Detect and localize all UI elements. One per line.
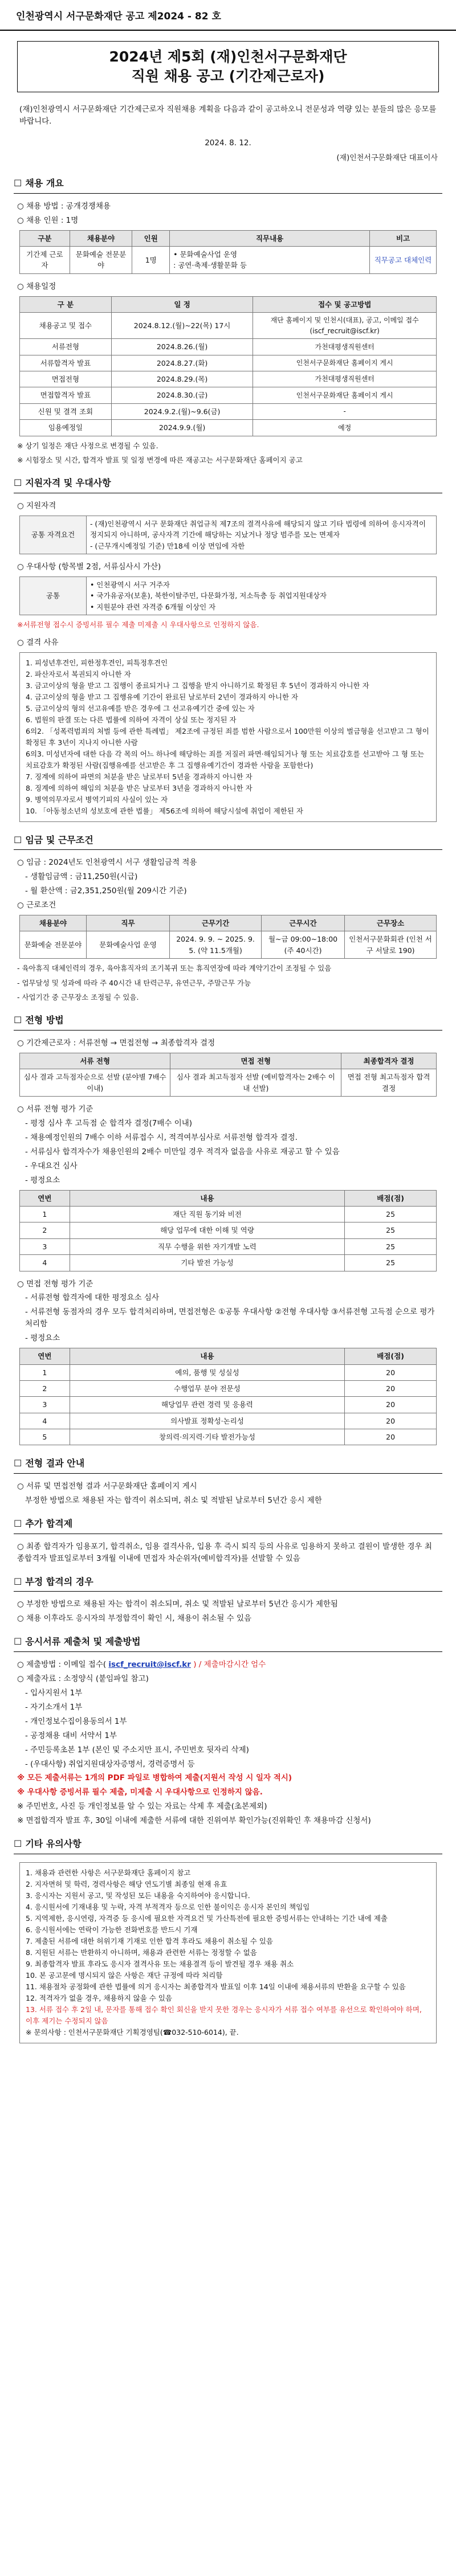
- criteria-line: - 채용예정인원의 7배수 이하 서류접수 시, 적격여부심사로 서류전형 합격자 결정.: [25, 1132, 298, 1142]
- table-row: [20, 1207, 437, 1222]
- criteria-line: - 우대요건 심사: [25, 1161, 78, 1171]
- disqualification-subtitle: ○ 결격 사유: [17, 637, 59, 647]
- table-cell: 수행업무 분야 전문성: [70, 1380, 344, 1396]
- criteria-line: - 서류심사 합격자수가 채용인원의 2배수 미만일 경우 적격자 없음을 사유로 재공고 할 수 있음: [25, 1147, 340, 1156]
- table-cell: 예정: [253, 420, 437, 436]
- disqualification-item: 5. 금고이상의 형의 선고유예를 받은 경우에 그 선고유예기간 중에 있는 자: [26, 704, 255, 713]
- notice-title-line1: 2024년 제5회 (재)인천서구문화재단: [109, 48, 347, 66]
- notice-date: 2024. 8. 12.: [205, 138, 251, 148]
- section-title: 응시서류 제출처 및 제출방법: [25, 1636, 141, 1647]
- table-row: [20, 1397, 437, 1413]
- submission-line: - 개인정보수집이용동의서 1부: [25, 1716, 127, 1726]
- conditions-note: - 업무달성 및 성과에 따라 주 40시간 내 탄력근무, 유연근무, 주말근무 가능: [17, 978, 251, 987]
- table-cell: 4: [20, 1255, 70, 1271]
- section-selection: [14, 1013, 442, 1028]
- table-cell: 면접합격자 발표: [20, 387, 112, 403]
- table-cell: 20: [345, 1364, 437, 1380]
- section-wages: [14, 833, 442, 848]
- table-cell: 신원 및 결격 조회: [20, 403, 112, 419]
- eligibility-label: 공통 자격요건: [20, 516, 87, 554]
- schedule-table: [19, 296, 437, 436]
- table-cell: 면접 전형 최고득점자 합격 결정: [341, 1069, 437, 1097]
- col-header: 인원: [132, 230, 170, 246]
- table-row: [20, 931, 437, 959]
- preference-label: 공통: [20, 577, 87, 615]
- table-row: [20, 1069, 437, 1097]
- recruit-method: ○ 채용 방법 : 공개경쟁채용: [17, 201, 111, 211]
- note-item: 5. 지역제한, 응시연령, 자격증 등 응시에 필요한 자격요건 및 가산특전에 필요한 증빙서류는 안내하는 기간 내에 제출: [26, 1913, 388, 1923]
- col-header: 직무내용: [170, 230, 370, 246]
- checkbox-icon: ☐: [14, 1636, 22, 1647]
- disqualification-item: 7. 징계에 의하여 파면의 처분을 받은 날로부터 5년을 경과하지 아니한 자: [26, 772, 253, 781]
- table-cell: 2024.9.9.(월): [111, 420, 253, 436]
- col-header: 배점(점): [345, 1190, 437, 1206]
- table-cell: 직무공고 대체인력: [370, 247, 437, 274]
- col-header: 연번: [20, 1348, 70, 1364]
- schedule-title: ○ 채용일정: [17, 281, 56, 291]
- submission-method: [14, 1658, 442, 1672]
- table-cell: 문화예술 전문분야: [20, 931, 87, 959]
- table-row: [20, 1413, 437, 1429]
- submission-note: ※ 면접합격자 발표 후, 30일 이내에 제출한 서류에 대한 진위여부 확인가능(진위확인 후 채용마감 신청서): [17, 1816, 371, 1826]
- table-cell: 3: [20, 1238, 70, 1254]
- table-row: [20, 420, 437, 436]
- submission-note: ※ 주민번호, 사진 등 개인정보를 알 수 있는 자료는 삭제 후 제출(초본제외): [17, 1802, 267, 1812]
- other-notes-box: [19, 1862, 437, 2043]
- intro-text: (재)인천광역시 서구문화재단 기간제근로자 직원채용 계획을 다음과 같이 공고하오니 전문성과 역량 있는 분들의 많은 응모를 바랍니다.: [19, 104, 437, 126]
- checkbox-icon: ☐: [14, 1838, 22, 1850]
- table-cell: 서류전형: [20, 339, 112, 355]
- conditions-table: [19, 915, 437, 959]
- checkbox-icon: ☐: [14, 477, 22, 489]
- table-cell: 20: [345, 1413, 437, 1429]
- table-cell: 해당업무 관련 경력 및 응용력: [70, 1397, 344, 1413]
- disqualification-item: 9. 병역의무자로서 병역기피의 사실이 있는 자: [26, 795, 168, 804]
- eligibility-item: - (근무개시예정일 기준) 만18세 이상 면임에 자한: [89, 541, 245, 550]
- table-cell: 20: [345, 1397, 437, 1413]
- section-results: [14, 1457, 442, 1471]
- submission-warning: ※ 우대사항 증빙서류 필수 제출, 미제출 시 우대사항으로 인정하지 않음.: [17, 1788, 263, 1797]
- disqualification-item: 2. 파산자로서 복권되지 아니한 자: [26, 669, 131, 678]
- conditions-note: - 육아휴직 대체인력의 경우, 육아휴직자의 조기복귀 또는 휴직연장에 따라 계약기간이 조정될 수 있음: [17, 964, 332, 973]
- submission-line: - 자기소개서 1부: [25, 1702, 83, 1712]
- col-header: 면접 전형: [170, 1053, 341, 1069]
- interview-criteria-title: ○ 면접 전형 평가 기준: [17, 1279, 93, 1289]
- table-row: [20, 313, 437, 339]
- col-header: 채용분야: [20, 915, 87, 931]
- preference-item: • 국가유공자(보훈), 북한이탈주민, 다문화가정, 저소득층 등 취업지원대상자: [89, 591, 327, 600]
- table-cell: 2024.8.27.(화): [111, 355, 253, 371]
- section-divider: [14, 1591, 442, 1592]
- table-cell: 25: [345, 1222, 437, 1238]
- wage-line: ○ 임금 : 2024년도 인천광역시 서구 생활임금적 적용: [17, 858, 197, 868]
- note-item: 2. 지자면허 및 학력, 경력사항은 해당 연도기별 최종일 현재 유효: [26, 1879, 227, 1888]
- note-item: 7. 제출된 서류에 대한 허위기재 기재로 인한 합격 후라도 채용이 취소될 수 있음: [26, 1936, 273, 1945]
- eligibility-content: [86, 516, 436, 554]
- disqualification-box: [19, 652, 437, 822]
- table-cell: 해당 업무에 대한 이해 및 역량: [70, 1222, 344, 1238]
- preference-item: • 인천광역시 서구 거주자: [89, 580, 170, 590]
- table-row: [20, 355, 437, 371]
- col-header: 배점(점): [345, 1348, 437, 1364]
- additional-pass-line: ○ 최종 합격자가 임용포기, 합격취소, 임용 결격사유, 입용 후 즉시 퇴직 등의 사유로 임용하지 못하고 결원이 발생한 경우 최종합격자 발표일로부터 3개월 이내에 면접자 차순위자(예비합격자)를 선발할 수 있음: [17, 1541, 432, 1563]
- notice-number-header: 인천광역시 서구문화재단 공고 제2024 - 82 호: [0, 5, 456, 31]
- col-header: 최종합격자 결정: [341, 1053, 437, 1069]
- section-title: 전형 방법: [25, 1015, 64, 1026]
- criteria-line: - 평정 심사 후 고득점 순 합격자 결정(7배수 이내): [25, 1119, 193, 1128]
- section-title: 부정 합격의 경우: [25, 1576, 93, 1587]
- interview-score-table: [19, 1348, 437, 1445]
- section-title: 임금 및 근무조건: [25, 834, 93, 845]
- table-cell: 면접전형: [20, 371, 112, 387]
- table-cell: 25: [345, 1255, 437, 1271]
- fraud-line: ○ 부정한 방법으로 채용된 자는 합격이 취소되며, 취소 및 적발된 날로부터 5년간 응시가 제한됨: [17, 1600, 338, 1609]
- table-cell: 2024.8.29.(목): [111, 371, 253, 387]
- submission-method-label: ○ 제출방법 : 이메일 접수(: [17, 1660, 109, 1670]
- col-header: 내용: [70, 1348, 344, 1364]
- table-row: [20, 1238, 437, 1254]
- document-score-table: [19, 1190, 437, 1271]
- col-header: 근무시간: [261, 915, 344, 931]
- table-cell: 서류합격자 발표: [20, 355, 112, 371]
- table-cell: 2024.9.2.(월)~9.6(금): [111, 403, 253, 419]
- table-cell: 4: [20, 1413, 70, 1429]
- table-cell: 심사 결과 최고득점자 선발 (예비합격자는 2배수 이내 선발): [170, 1069, 341, 1097]
- section-divider: [14, 1473, 442, 1474]
- table-row: [20, 387, 437, 403]
- table-cell: 인천서구문화재단 홈페이지 게시: [253, 387, 437, 403]
- disqualification-item: 3. 금고이상의 형을 받고 그 집행이 종료되거나 그 집행을 받지 아니하기로 확정된 후 5년이 경과하지 아니한 자: [26, 681, 369, 690]
- table-cell: 인천서구문화회관 (인천 서구 서달로 190): [345, 931, 437, 959]
- col-header: 접수 및 공고방법: [253, 296, 437, 312]
- table-cell: 2024. 9. 9. ~ 2025. 9. 5. (약 11.5개월): [170, 931, 262, 959]
- table-cell: 2024.8.26.(월): [111, 339, 253, 355]
- criteria-line: - 서류전형 합격자에 대한 평정요소 심사: [25, 1293, 159, 1303]
- table-row: [20, 339, 437, 355]
- col-header: 비고: [370, 230, 437, 246]
- table-cell: 2: [20, 1222, 70, 1238]
- wage-line: - 생활임금액 : 금11,250원(시급): [25, 872, 138, 882]
- section-recruitment-overview: [14, 177, 442, 191]
- preference-warning: ※서류전형 접수시 증빙서류 필수 제출 미제출 시 우대사항으로 인정하지 않음.: [17, 620, 259, 629]
- table-row: [20, 1255, 437, 1271]
- document-criteria-title: ○ 서류 전형 평가 기준: [17, 1105, 93, 1114]
- submission-warning: ※ 모든 제출서류는 1개의 PDF 파일로 병합하여 제출(지원서 작성 시 일자 적시): [17, 1773, 292, 1783]
- checkbox-icon: ☐: [14, 834, 22, 845]
- submission-line: - 주민등록초본 1부 (본인 및 주소지만 표시, 주민번호 뒷자리 삭제): [25, 1745, 249, 1755]
- table-cell: 1명: [132, 247, 170, 274]
- table-row: [20, 1429, 437, 1445]
- disqualification-item: 6의2. 「성폭력범죄의 처벌 등에 관한 특례법」 제2조에 규정된 죄를 범한 사람으로서 100만원 이상의 벌금형을 선고받고 그 형이 확정된 후 3년이 지나지 아니한 사람: [26, 726, 429, 747]
- col-header: 직무: [86, 915, 169, 931]
- preference-subtitle: ○ 우대사항 (항목별 2점, 서류심사시 가산): [17, 562, 161, 572]
- section-submission: [14, 1635, 442, 1649]
- table-cell: 채용공고 및 접수: [20, 313, 112, 339]
- issuing-organization: (재)인천서구문화재단 대표이사: [336, 153, 438, 162]
- eligibility-table: [19, 516, 437, 554]
- preference-content: [86, 577, 436, 615]
- section-divider: [14, 1651, 442, 1652]
- table-cell: 창의력·의지력·기타 발전가능성: [70, 1429, 344, 1445]
- conditions-note: - 사업기간 중 근무장소 조정될 수 있음.: [17, 992, 139, 1001]
- disqualification-item: 1. 피성년후견인, 피한정후견인, 피특정후견인: [26, 658, 168, 667]
- table-cell: 문화예술사업 운영: [86, 931, 169, 959]
- note-item: 11. 채용절차 공정화에 관한 법률에 의거 응시자는 최종합격자 발표일 이후 14일 이내에 채용서류의 반환을 요구할 수 있음: [26, 1982, 406, 1991]
- section-other-notes: [14, 1837, 442, 1851]
- criteria-line: - 평정요소: [25, 1334, 60, 1343]
- disqualification-item: 8. 징계에 의하여 해임의 처분을 받은 날로부터 3년을 경과하지 아니한 자: [26, 783, 253, 792]
- table-cell: 가천대평생직원센터: [253, 339, 437, 355]
- table-cell: 2024.8.30.(금): [111, 387, 253, 403]
- preference-item: • 지원분야 관련 자격증 6개월 이상인 자: [89, 602, 216, 611]
- submission-deadline-note: ) / 제출마감시간 엄수: [190, 1660, 266, 1670]
- table-cell: 재단 홈페이지 및 인천시(대표), 공고, 이메일 접수(iscf_recruit@iscf.kr): [253, 313, 437, 339]
- checkbox-icon: ☐: [14, 178, 22, 189]
- col-header: 구분: [20, 230, 70, 246]
- table-cell: 예의, 품행 및 성실성: [70, 1364, 344, 1380]
- section-divider: [14, 1030, 442, 1031]
- section-divider: [14, 193, 442, 194]
- recruit-count: ○ 채용 인원 : 1명: [17, 215, 79, 225]
- table-cell: 기타 발전 가능성: [70, 1255, 344, 1271]
- table-cell: 월~금 09:00~18:00 (주 40시간): [261, 931, 344, 959]
- submission-line: - (우대사항) 취업지원대상자증명서, 경력증명서 등: [25, 1759, 195, 1769]
- duty-line: • 문화예술사업 운영: [173, 250, 238, 259]
- table-row: [20, 371, 437, 387]
- section-title: 채용 개요: [25, 178, 64, 189]
- checkbox-icon: ☐: [14, 1458, 22, 1469]
- schedule-note: ※ 상기 일정은 재단 사정으로 변경될 수 있음.: [17, 441, 158, 450]
- table-cell: 5: [20, 1429, 70, 1445]
- table-cell: 3: [20, 1397, 70, 1413]
- checkbox-icon: ☐: [14, 1518, 22, 1530]
- results-line: ○ 서류 및 면접전형 결과 서구문화재단 홈페이지 게시: [17, 1482, 197, 1491]
- table-row: [20, 1222, 437, 1238]
- col-header: 연번: [20, 1190, 70, 1206]
- table-cell: 20: [345, 1429, 437, 1445]
- table-cell-duty: [170, 247, 370, 274]
- eligibility-item: - (재)인천광역시 서구 문화재단 취업규칙 제7조의 결격사유에 해당되지 않고 기타 법령에 의하여 응시자격이 정지되지 아니하며, 공사자격 기간에 해당하는 지났거나 정당 범주를 모는 면제자: [89, 520, 426, 539]
- criteria-line: - 서류전형 동점자의 경우 모두 합격처리하며, 면접전형은 ①공통 우대사항 ②전형 우대사항 ③서류전형 고득점 순으로 평가 처리함: [25, 1307, 435, 1329]
- note-item: 3. 응시자는 지원서 공고, 및 작성된 모든 내용을 숙지하여야 응시합니다.: [26, 1891, 250, 1900]
- recruit-email-link[interactable]: iscf_recruit@iscf.kr: [108, 1660, 191, 1670]
- section-additional-pass: [14, 1517, 442, 1531]
- preference-table: [19, 576, 437, 615]
- conditions-subtitle: ○ 근로조건: [17, 901, 56, 910]
- col-header: 내용: [70, 1190, 344, 1206]
- table-cell: 기간제 근로자: [20, 247, 70, 274]
- note-item: 6. 응시원서에는 연락이 가능한 전화번호를 반드시 기재: [26, 1925, 198, 1934]
- fraud-line: ○ 채용 이후라도 응시자의 부정합격이 확인 시, 채용이 취소될 수 있음: [17, 1614, 252, 1624]
- table-cell: 25: [345, 1207, 437, 1222]
- table-cell: 인천서구문화재단 홈페이지 게시: [253, 355, 437, 371]
- note-item: 10. 본 공고문에 명시되지 않은 사항은 재단 규정에 따라 처리함: [26, 1970, 223, 1980]
- duty-line: : 공연·축제·생활문화 등: [173, 261, 247, 270]
- disqualification-item: 4. 금고이상의 형을 받고 그 집행유예 기간이 완료된 날로부터 2년이 경과하지 아니한 자: [26, 692, 299, 701]
- eligibility-subtitle: ○ 지원자격: [17, 501, 56, 511]
- table-cell: 2: [20, 1380, 70, 1396]
- selection-steps: ○ 기간제근로자 : 서류전형 → 면접전형 → 최종합격자 결정: [17, 1038, 215, 1048]
- note-item: 8. 지원된 서류는 반환하지 아니하며, 채용과 관련한 서류는 정정할 수 없음: [26, 1948, 257, 1957]
- col-header: 근무장소: [345, 915, 437, 931]
- section-title: 전형 결과 안내: [25, 1458, 85, 1469]
- section-eligibility: [14, 476, 442, 490]
- col-header: 일 정: [111, 296, 253, 312]
- section-title: 추가 합격제: [25, 1518, 73, 1530]
- table-cell: 심사 결과 고득점자순으로 선발 (분야별 7배수 이내): [20, 1069, 170, 1097]
- disqualification-item: 6의3. 미성년자에 대한 다음 각 목의 어느 하나에 해당하는 죄를 저질러 파면·해임되거나 형 또는 치료감호를 선고받아 그 형 또는 치료감호가 확정된 사람(집행유예를 선고받은 후 그 집행유예기간이 경과한 사람을 포함한다): [26, 749, 425, 770]
- col-header: 구 분: [20, 296, 112, 312]
- table-cell: 문화예술 전문분야: [70, 247, 132, 274]
- checkbox-icon: ☐: [14, 1576, 22, 1587]
- col-header: 서류 전형: [20, 1053, 170, 1069]
- table-cell: 임용예정일: [20, 420, 112, 436]
- table-cell: 재단 직원 동기와 비전: [70, 1207, 344, 1222]
- table-cell: 1: [20, 1207, 70, 1222]
- note-item: 4. 응시원서에 기재내용 및 누락, 자격 부적격자 등으로 인한 불이익은 응시자 본인의 책임임: [26, 1902, 310, 1911]
- table-cell: 의사발표 정확성·논리성: [70, 1413, 344, 1429]
- note-item: 12. 적격자가 없을 경우, 채용하지 않을 수 있음: [26, 1993, 172, 2002]
- note-item: 1. 채용과 관련한 사항은 서구문화재단 홈페이지 참고: [26, 1868, 191, 1877]
- table-row: [20, 1380, 437, 1396]
- table-cell: 1: [20, 1364, 70, 1380]
- table-cell: 25: [345, 1238, 437, 1254]
- selection-flow-table: [19, 1053, 437, 1097]
- table-cell: -: [253, 403, 437, 419]
- table-row: [20, 403, 437, 419]
- submission-line: - 공정채용 대비 서약서 1부: [25, 1731, 117, 1740]
- recruit-table: [19, 230, 437, 274]
- contact-info: ※ 문의사항 : 인천서구문화재단 기획경영팀(☎032-510-6014), 끝.: [26, 2027, 239, 2037]
- results-line: 부정한 방법으로 채용된 자는 합격이 취소되며, 취소 및 적발된 날로부터 5년간 응시 제한: [25, 1496, 322, 1506]
- section-title: 지원자격 및 우대사항: [25, 477, 111, 489]
- criteria-line: - 평정요소: [25, 1175, 60, 1185]
- col-header: 근무기간: [170, 915, 262, 931]
- col-header: 채용분야: [70, 230, 132, 246]
- disqualification-item: 6. 법원의 판결 또는 다른 법률에 의하여 자격이 상실 또는 정지된 자: [26, 715, 237, 724]
- submission-line: - 입사지원서 1부: [25, 1688, 83, 1698]
- table-cell: 가천대평생직원센터: [253, 371, 437, 387]
- section-fraud: [14, 1575, 442, 1589]
- notice-title-box: [17, 41, 439, 92]
- table-cell: 20: [345, 1380, 437, 1396]
- section-divider: [14, 849, 442, 850]
- note-item-warning: 13. 서류 접수 후 2일 내, 문자를 통해 접수 확인 회신을 받지 못한 경우는 응시자가 서류 접수 여부를 유선으로 확인하여야 하며, 이후 제기는 수정되지 않음: [26, 2005, 422, 2025]
- submission-line: ○ 제출자료 : 소정양식 (붙임파일 참고): [17, 1674, 149, 1684]
- table-cell: 2024.8.12.(월)~22(목) 17시: [111, 313, 253, 339]
- wage-line: - 월 환산액 : 금2,351,250원(월 209시간 기준): [25, 886, 187, 896]
- note-item: 9. 최종합격자 발표 후라도 응시자 결격사유 또는 채용결격 등이 발견될 경우 채용 취소: [26, 1959, 294, 1968]
- table-cell: 직무 수행을 위한 자기개발 노력: [70, 1238, 344, 1254]
- schedule-note: ※ 시험장소 및 시간, 합격자 발표 및 일정 변경에 따른 재공고는 서구문화재단 홈페이지 공고: [17, 455, 303, 464]
- table-row: [20, 1364, 437, 1380]
- notice-title-line2: 직원 채용 공고 (기간제근로자): [131, 68, 325, 85]
- disqualification-item: 10. 「아동청소년의 성보호에 관한 법률」 제56조에 의하여 해당시설에 취업이 제한된 자: [26, 806, 303, 815]
- section-title: 기타 유의사항: [25, 1838, 82, 1850]
- checkbox-icon: ☐: [14, 1015, 22, 1026]
